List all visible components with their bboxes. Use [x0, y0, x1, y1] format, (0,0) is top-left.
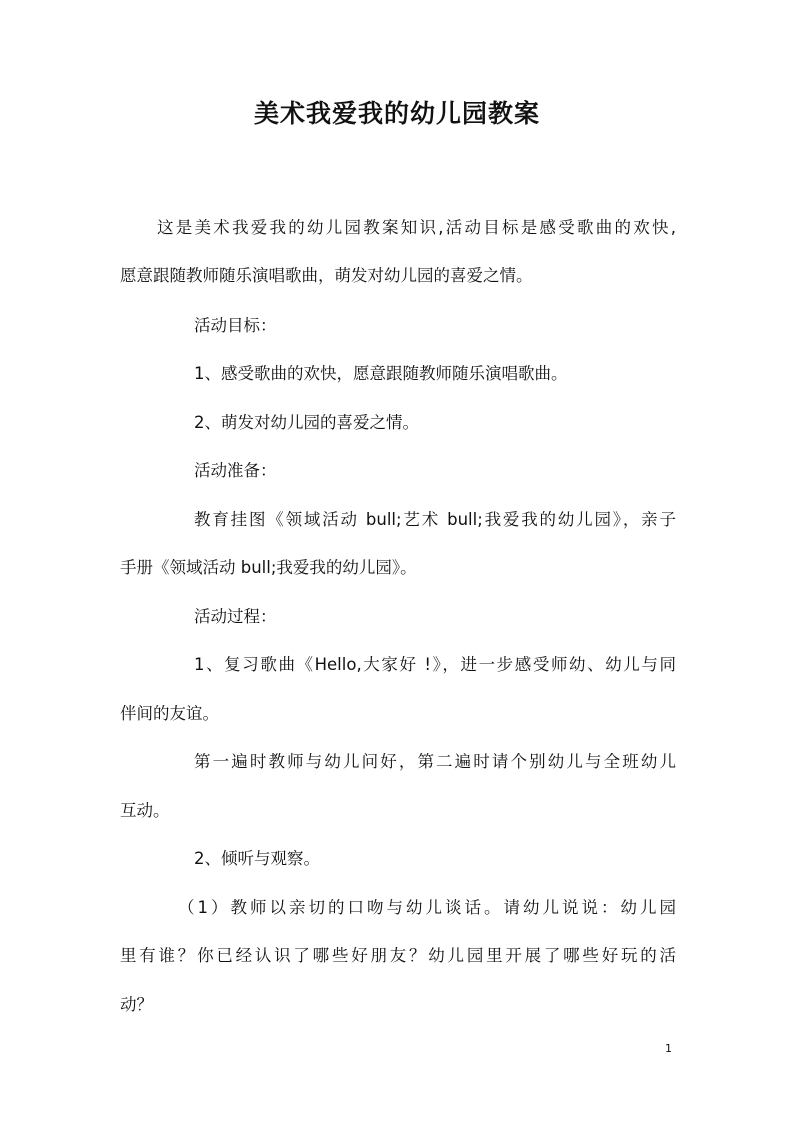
page-number: 1	[665, 1042, 672, 1055]
text-line: 1、复习歌曲《Hello,大家好 !》，进一步感受师幼、幼儿与同	[194, 655, 676, 674]
text-line: 1、感受歌曲的欢快，愿意跟随教师随乐演唱歌曲。	[194, 364, 568, 383]
text-line: （1）教师以亲切的口吻与幼儿谈话。请幼儿说说：幼儿园	[178, 898, 676, 917]
text-line: 2、萌发对幼儿园的喜爱之情。	[194, 413, 419, 432]
document-title: 美术我爱我的幼儿园教案	[253, 99, 540, 128]
text-line: 活动准备：	[194, 461, 277, 480]
text-line: 教育挂图《领域活动 bull;艺术 bull;我爱我的幼儿园》，亲子	[194, 510, 676, 529]
text-line: 里有谁？你已经认识了哪些好朋友？幼儿园里开展了哪些好玩的活	[120, 946, 676, 965]
text-line: 活动目标：	[194, 316, 277, 335]
text-line: 2、倾听与观察。	[194, 849, 320, 868]
text-line: 愿意跟随教师随乐演唱歌曲，萌发对幼儿园的喜爱之情。	[120, 266, 533, 285]
text-line: 互动。	[120, 801, 170, 820]
text-line: 手册《领域活动 bull;我爱我的幼儿园》。	[120, 558, 417, 577]
text-line: 活动过程：	[194, 607, 277, 626]
text-line: 伴间的友谊。	[120, 704, 219, 723]
text-line: 第一遍时教师与幼儿问好，第二遍时请个别幼儿与全班幼儿	[194, 752, 676, 771]
text-line: 这是美术我爱我的幼儿园教案知识,活动目标是感受歌曲的欢快,	[157, 218, 676, 237]
text-line: 动？	[120, 995, 153, 1014]
